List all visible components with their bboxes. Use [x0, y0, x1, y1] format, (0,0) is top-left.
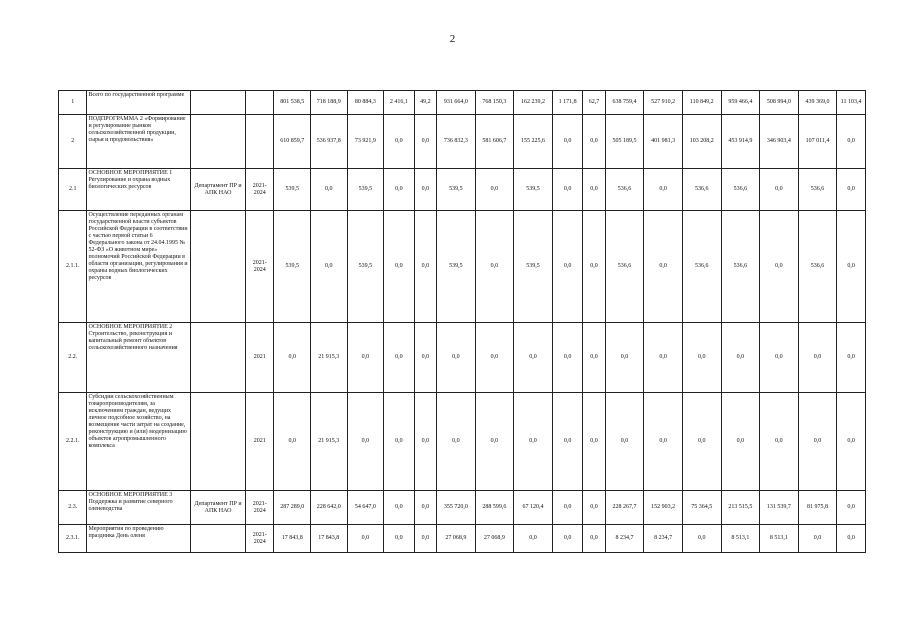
- value-cell: 536 937,8: [311, 115, 348, 169]
- value-cell: 718 188,9: [311, 91, 348, 115]
- value-cell: 0,0: [798, 323, 837, 393]
- value-cell: 0,0: [347, 393, 384, 491]
- value-cell: 81 975,8: [798, 491, 837, 525]
- table-row: [59, 393, 866, 491]
- value-cell: 346 903,4: [760, 115, 799, 169]
- measure-name: Всего по государственной программе: [87, 91, 191, 115]
- value-cell: 0,0: [414, 323, 436, 393]
- measure-name: ОСНОВНОЕ МЕРОПРИЯТИЕ 2 Строительство, реконструкция и капитальный ремонт объектов сельскохозяйственного назначения: [87, 323, 191, 393]
- value-cell: 0,0: [644, 169, 683, 211]
- value-cell: 0,0: [760, 323, 799, 393]
- value-cell: 0,0: [274, 393, 311, 491]
- value-cell: 536,6: [682, 169, 721, 211]
- value-cell: 0,0: [475, 169, 514, 211]
- years: 2021: [245, 393, 273, 491]
- value-cell: 287 289,0: [274, 491, 311, 525]
- row-number: 2.1.1.: [59, 211, 87, 323]
- value-cell: 0,0: [837, 525, 866, 553]
- row-number: 2.3.1.: [59, 525, 87, 553]
- value-cell: 0,0: [274, 323, 311, 393]
- value-cell: 539,5: [437, 211, 476, 323]
- executor: Департамент ПР и АПК НАО: [191, 169, 246, 211]
- table-row: [59, 323, 866, 393]
- row-number: 2.3.: [59, 491, 87, 525]
- years: 2021-2024: [245, 211, 273, 323]
- value-cell: 0,0: [644, 211, 683, 323]
- value-cell: 0,0: [552, 525, 582, 553]
- value-cell: 0,0: [837, 211, 866, 323]
- value-cell: 2 416,1: [384, 91, 414, 115]
- value-cell: 801 538,5: [274, 91, 311, 115]
- row-number: 1: [59, 91, 87, 115]
- executor: [191, 323, 246, 393]
- value-cell: 0,0: [552, 393, 582, 491]
- value-cell: 0,0: [837, 323, 866, 393]
- executor: [191, 91, 246, 115]
- value-cell: 0,0: [414, 393, 436, 491]
- value-cell: 736 832,3: [437, 115, 476, 169]
- value-cell: 0,0: [437, 393, 476, 491]
- measure-name: ОСНОВНОЕ МЕРОПРИЯТИЕ 1 Регулирование и охрана водных биологических ресурсов: [87, 169, 191, 211]
- value-cell: 110 849,2: [682, 91, 721, 115]
- value-cell: 0,0: [514, 525, 553, 553]
- value-cell: 131 539,7: [760, 491, 799, 525]
- table-row: [59, 211, 866, 323]
- value-cell: 0,0: [837, 491, 866, 525]
- value-cell: 8 513,1: [721, 525, 760, 553]
- value-cell: 536,6: [605, 211, 644, 323]
- table-row: [59, 91, 866, 115]
- value-cell: 152 903,2: [644, 491, 683, 525]
- value-cell: 959 466,4: [721, 91, 760, 115]
- value-cell: 0,0: [837, 169, 866, 211]
- value-cell: 536,6: [682, 211, 721, 323]
- row-number: 2: [59, 115, 87, 169]
- program-table: [58, 90, 866, 553]
- value-cell: 80 884,3: [347, 91, 384, 115]
- measure-name: ОСНОВНОЕ МЕРОПРИЯТИЕ 3 Поддержка и развитие северного оленеводства: [87, 491, 191, 525]
- years: 2021-2024: [245, 491, 273, 525]
- value-cell: 0,0: [414, 169, 436, 211]
- value-cell: 508 994,0: [760, 91, 799, 115]
- value-cell: 0,0: [837, 115, 866, 169]
- value-cell: 539,5: [274, 211, 311, 323]
- value-cell: 0,0: [311, 169, 348, 211]
- executor: [191, 115, 246, 169]
- value-cell: 0,0: [437, 323, 476, 393]
- row-number: 2.2.1.: [59, 393, 87, 491]
- value-cell: 0,0: [384, 525, 414, 553]
- value-cell: 0,0: [414, 211, 436, 323]
- value-cell: 11 103,4: [837, 91, 866, 115]
- years: 2021: [245, 323, 273, 393]
- measure-name: Субсидии сельскохозяйственным товаропроизводителям, за исключением граждан, ведущих личное подсобное хозяйство, на возмещение части затрат на создание, реконструкцию и (или) модернизацию объектов агропромышленного комплекса: [87, 393, 191, 491]
- value-cell: 539,5: [274, 169, 311, 211]
- value-cell: 0,0: [605, 323, 644, 393]
- value-cell: 581 606,7: [475, 115, 514, 169]
- measure-name: Осуществление переданных органам государственной власти субъектов Российской Федерации в соответствии с частью первой статьи 6 Федерального закона от 24.04.1995 № 52-ФЗ «О животном мире» полномочий Российской Федерации в области организации, регулирования и охраны водных биологических ресурсов: [87, 211, 191, 323]
- value-cell: 1 171,8: [552, 91, 582, 115]
- value-cell: 0,0: [583, 393, 605, 491]
- years: [245, 91, 273, 115]
- table-row: [59, 169, 866, 211]
- executor: [191, 525, 246, 553]
- value-cell: 0,0: [583, 323, 605, 393]
- value-cell: 355 720,0: [437, 491, 476, 525]
- value-cell: 536,6: [798, 169, 837, 211]
- value-cell: 610 859,7: [274, 115, 311, 169]
- value-cell: 0,0: [384, 169, 414, 211]
- value-cell: 0,0: [384, 211, 414, 323]
- table-row: [59, 115, 866, 169]
- value-cell: 0,0: [514, 323, 553, 393]
- measure-name: ПОДПРОГРАММА 2 «Формирование и регулирование рынков сельскохозяйственной продукции, сырья и продовольствия»: [87, 115, 191, 169]
- value-cell: 539,5: [514, 169, 553, 211]
- row-number: 2.2.: [59, 323, 87, 393]
- value-cell: 8 234,7: [605, 525, 644, 553]
- value-cell: 0,0: [682, 323, 721, 393]
- value-cell: 17 843,8: [274, 525, 311, 553]
- value-cell: 0,0: [760, 211, 799, 323]
- value-cell: 539,5: [347, 211, 384, 323]
- value-cell: 638 759,4: [605, 91, 644, 115]
- value-cell: 103 208,2: [682, 115, 721, 169]
- value-cell: 228 642,0: [311, 491, 348, 525]
- value-cell: 0,0: [798, 525, 837, 553]
- value-cell: 0,0: [384, 491, 414, 525]
- value-cell: 0,0: [475, 323, 514, 393]
- years: [245, 115, 273, 169]
- value-cell: 21 915,3: [311, 393, 348, 491]
- row-number: 2.1: [59, 169, 87, 211]
- value-cell: 0,0: [552, 323, 582, 393]
- value-cell: 0,0: [721, 393, 760, 491]
- value-cell: 0,0: [347, 323, 384, 393]
- value-cell: 0,0: [837, 393, 866, 491]
- value-cell: 453 914,9: [721, 115, 760, 169]
- value-cell: 0,0: [384, 323, 414, 393]
- value-cell: 75 364,5: [682, 491, 721, 525]
- value-cell: 288 599,6: [475, 491, 514, 525]
- value-cell: 49,2: [414, 91, 436, 115]
- value-cell: 0,0: [414, 491, 436, 525]
- value-cell: 21 915,3: [311, 323, 348, 393]
- value-cell: 0,0: [798, 393, 837, 491]
- value-cell: 0,0: [605, 393, 644, 491]
- value-cell: 536,6: [721, 169, 760, 211]
- value-cell: 54 647,0: [347, 491, 384, 525]
- value-cell: 539,5: [514, 211, 553, 323]
- value-cell: 768 150,3: [475, 91, 514, 115]
- value-cell: 228 267,7: [605, 491, 644, 525]
- value-cell: 0,0: [583, 115, 605, 169]
- value-cell: 536,6: [605, 169, 644, 211]
- value-cell: 0,0: [514, 393, 553, 491]
- value-cell: 0,0: [384, 393, 414, 491]
- value-cell: 0,0: [583, 491, 605, 525]
- executor: Департамент ПР и АПК НАО: [191, 491, 246, 525]
- value-cell: 0,0: [682, 393, 721, 491]
- years: 2021-2024: [245, 525, 273, 553]
- value-cell: 527 910,2: [644, 91, 683, 115]
- table-row: [59, 525, 866, 553]
- value-cell: 8 513,1: [760, 525, 799, 553]
- value-cell: 0,0: [414, 115, 436, 169]
- value-cell: 0,0: [721, 323, 760, 393]
- value-cell: 401 981,3: [644, 115, 683, 169]
- value-cell: 0,0: [414, 525, 436, 553]
- value-cell: 0,0: [552, 491, 582, 525]
- value-cell: 62,7: [583, 91, 605, 115]
- value-cell: 0,0: [552, 115, 582, 169]
- value-cell: 67 120,4: [514, 491, 553, 525]
- value-cell: 0,0: [552, 169, 582, 211]
- value-cell: 0,0: [583, 211, 605, 323]
- value-cell: 0,0: [311, 211, 348, 323]
- measure-name: Мероприятия по проведению праздника День оленя: [87, 525, 191, 553]
- value-cell: 0,0: [644, 323, 683, 393]
- value-cell: 539,5: [347, 169, 384, 211]
- value-cell: 0,0: [475, 393, 514, 491]
- value-cell: 0,0: [583, 525, 605, 553]
- value-cell: 0,0: [347, 525, 384, 553]
- value-cell: 931 664,0: [437, 91, 476, 115]
- value-cell: 0,0: [384, 115, 414, 169]
- value-cell: 213 515,5: [721, 491, 760, 525]
- executor: [191, 211, 246, 323]
- value-cell: 27 068,9: [437, 525, 476, 553]
- value-cell: 17 843,8: [311, 525, 348, 553]
- value-cell: 439 369,0: [798, 91, 837, 115]
- years: 2021-2024: [245, 169, 273, 211]
- value-cell: 0,0: [552, 211, 582, 323]
- page-number: 2: [449, 33, 456, 45]
- value-cell: 536,6: [721, 211, 760, 323]
- value-cell: 8 234,7: [644, 525, 683, 553]
- executor: [191, 393, 246, 491]
- value-cell: 536,6: [798, 211, 837, 323]
- value-cell: 505 189,5: [605, 115, 644, 169]
- value-cell: 0,0: [644, 393, 683, 491]
- value-cell: 539,5: [437, 169, 476, 211]
- value-cell: 73 921,9: [347, 115, 384, 169]
- value-cell: 0,0: [475, 211, 514, 323]
- value-cell: 0,0: [583, 169, 605, 211]
- table-row: [59, 491, 866, 525]
- value-cell: 155 225,6: [514, 115, 553, 169]
- value-cell: 0,0: [760, 169, 799, 211]
- value-cell: 0,0: [760, 393, 799, 491]
- value-cell: 0,0: [682, 525, 721, 553]
- value-cell: 162 239,2: [514, 91, 553, 115]
- value-cell: 107 011,4: [798, 115, 837, 169]
- value-cell: 27 068,9: [475, 525, 514, 553]
